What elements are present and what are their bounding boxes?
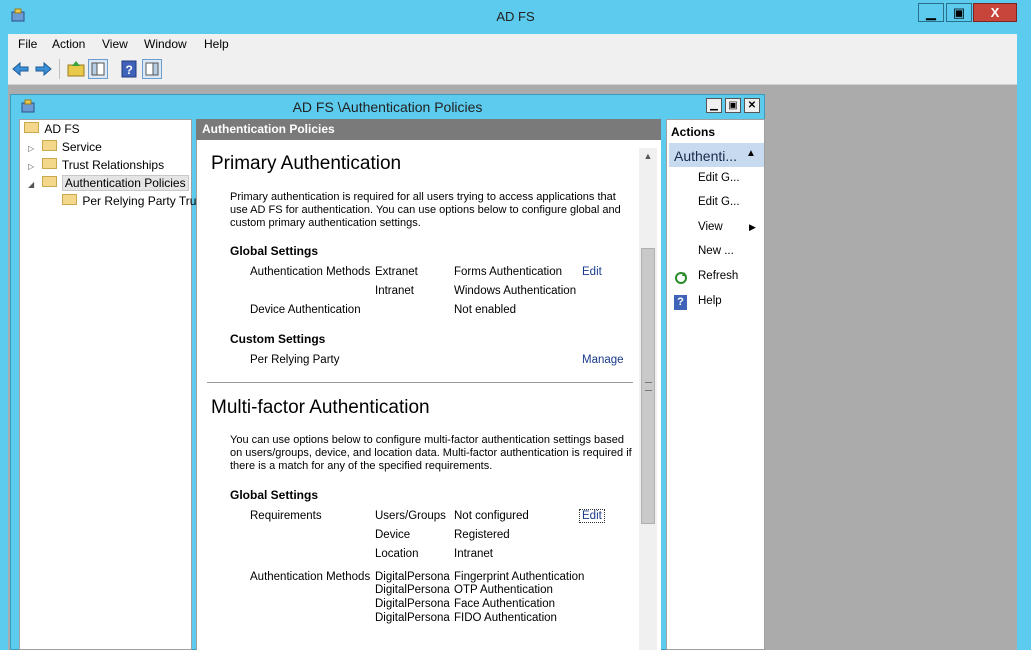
location-value: Intranet [454,548,493,560]
center-pane-header [196,119,661,140]
submenu-arrow-icon: ▶ [749,222,756,232]
mfa-auth-methods-label: Authentication Methods [250,571,371,583]
primary-extranet-value: Forms Authentication [454,266,563,278]
console-tree [19,119,197,650]
action-edit-global-mfa[interactable]: Edit G... [698,196,740,208]
up-folder-icon[interactable] [66,59,86,79]
refresh-icon [674,271,688,285]
action-refresh[interactable]: Refresh [698,270,739,282]
minimize-button[interactable]: ▁ [918,3,944,22]
action-view[interactable]: View [698,221,723,233]
center-scrollbar[interactable] [639,148,657,650]
tree-item-label: Trust Relationships [61,158,165,172]
mfa-method-name: FIDO Authentication [454,612,557,624]
primary-auth-description: Primary authentication is required for all users trying to access applications that use AD FS for authentication. You can use options below to configure global and custom primary authentication settings. [230,191,621,229]
help-icon[interactable] [119,59,139,79]
mfa-method-provider: DigitalPersona [375,612,450,624]
menu-view[interactable]: View [102,37,128,51]
child-close-button[interactable]: ✕ [744,98,760,113]
tree-item-per-relying-party[interactable] [62,194,196,212]
show-hide-action-pane-icon[interactable] [142,59,162,79]
device-value: Registered [454,529,510,541]
primary-edit-link[interactable]: Edit [582,266,602,278]
close-button[interactable]: X [973,3,1017,22]
mfa-title: Multi-factor Authentication [211,397,430,418]
location-label: Location [375,548,419,560]
action-new[interactable]: New ... [698,245,734,257]
tree-item-label: AD FS [44,122,80,136]
tree-item-label: Service [61,140,102,154]
mfa-method-provider: DigitalPersona [375,584,450,596]
tree-item-trust-relationships[interactable] [28,158,164,176]
grip-icon [645,382,652,391]
primary-auth-title: Primary Authentication [211,153,402,174]
mfa-method-name: Fingerprint Authentication [454,571,585,583]
primary-intranet-label: Intranet [375,285,414,297]
device-label: Device [375,529,411,541]
collapse-arrow-icon[interactable]: ◢ [28,180,35,189]
folder-icon [42,140,57,151]
svg-text:?: ? [125,63,133,77]
collapse-up-icon[interactable]: ▲ [746,148,756,159]
menu-file[interactable]: File [18,37,38,51]
actions-section-header[interactable] [669,143,764,167]
mfa-method-provider: DigitalPersona [375,571,450,583]
show-hide-console-tree-icon[interactable] [88,59,108,79]
toolbar-separator [59,59,60,79]
primary-auth-methods-label: Authentication Methods [250,266,371,278]
window-title: AD FS [496,9,535,24]
primary-intranet-value: Windows Authentication [454,285,577,297]
actions-section-label: Authenti... [674,148,738,164]
folder-icon [42,158,57,169]
actions-title: Actions [671,125,716,139]
tree-item-adfs[interactable] [24,122,80,140]
users-groups-label: Users/Groups [375,510,446,522]
primary-extranet-label: Extranet [375,266,418,278]
mfa-global-settings-heading: Global Settings [230,488,319,502]
toolbar [8,56,1017,85]
scrollbar-thumb[interactable] [641,248,655,524]
device-auth-label: Device Authentication [250,304,361,316]
child-maximize-button[interactable]: ▣ [725,98,741,113]
child-window-title: AD FS \Authentication Policies [292,99,483,115]
users-groups-value: Not configured [454,510,529,522]
scroll-up-arrow-icon[interactable]: ▲ [643,151,653,161]
mfa-edit-link[interactable]: Edit [579,509,605,523]
actions-pane [666,119,765,650]
menu-bar [8,34,1017,56]
mfa-method-provider: DigitalPersona [375,598,450,610]
tree-item-label: Per Relying Party Tru [82,194,197,208]
primary-global-settings-heading: Global Settings [230,244,319,258]
folder-icon [42,176,57,187]
tree-item-authentication-policies[interactable] [28,176,189,194]
action-help[interactable]: Help [698,295,722,307]
menu-window[interactable]: Window [144,37,187,51]
device-auth-value: Not enabled [454,304,517,316]
per-relying-party-label: Per Relying Party [250,354,340,366]
action-edit-global-primary[interactable]: Edit G... [698,172,740,184]
manage-link[interactable]: Manage [582,354,624,366]
help-icon: ? [674,295,687,310]
mfa-description: You can use options below to configure multi-factor authentication settings based on users/groups, device, and location data. Multi-factor authentication is required if there is a match for any of the specified requirements. [230,434,632,472]
menu-help[interactable]: Help [204,37,229,51]
section-divider [207,382,633,383]
child-minimize-button[interactable]: ▁ [706,98,722,113]
tree-item-service[interactable] [28,140,102,158]
expand-arrow-icon[interactable]: ▷ [28,144,35,153]
back-arrow-icon[interactable] [11,59,31,79]
window-title-bar [0,0,1031,34]
forward-arrow-icon[interactable] [33,59,53,79]
folder-icon [62,194,77,205]
tree-item-label: Authentication Policies [62,175,189,191]
custom-settings-heading: Custom Settings [230,332,326,346]
expand-arrow-icon[interactable]: ▷ [28,162,35,171]
mfa-method-name: Face Authentication [454,598,556,610]
menu-action[interactable]: Action [52,37,86,51]
maximize-button[interactable]: ▣ [946,3,972,22]
mfa-method-name: OTP Authentication [454,584,553,596]
folder-icon [24,122,39,133]
child-window-title-bar [11,95,764,117]
center-pane [196,140,661,650]
requirements-label: Requirements [250,510,322,522]
center-pane-title: Authentication Policies [202,122,335,136]
